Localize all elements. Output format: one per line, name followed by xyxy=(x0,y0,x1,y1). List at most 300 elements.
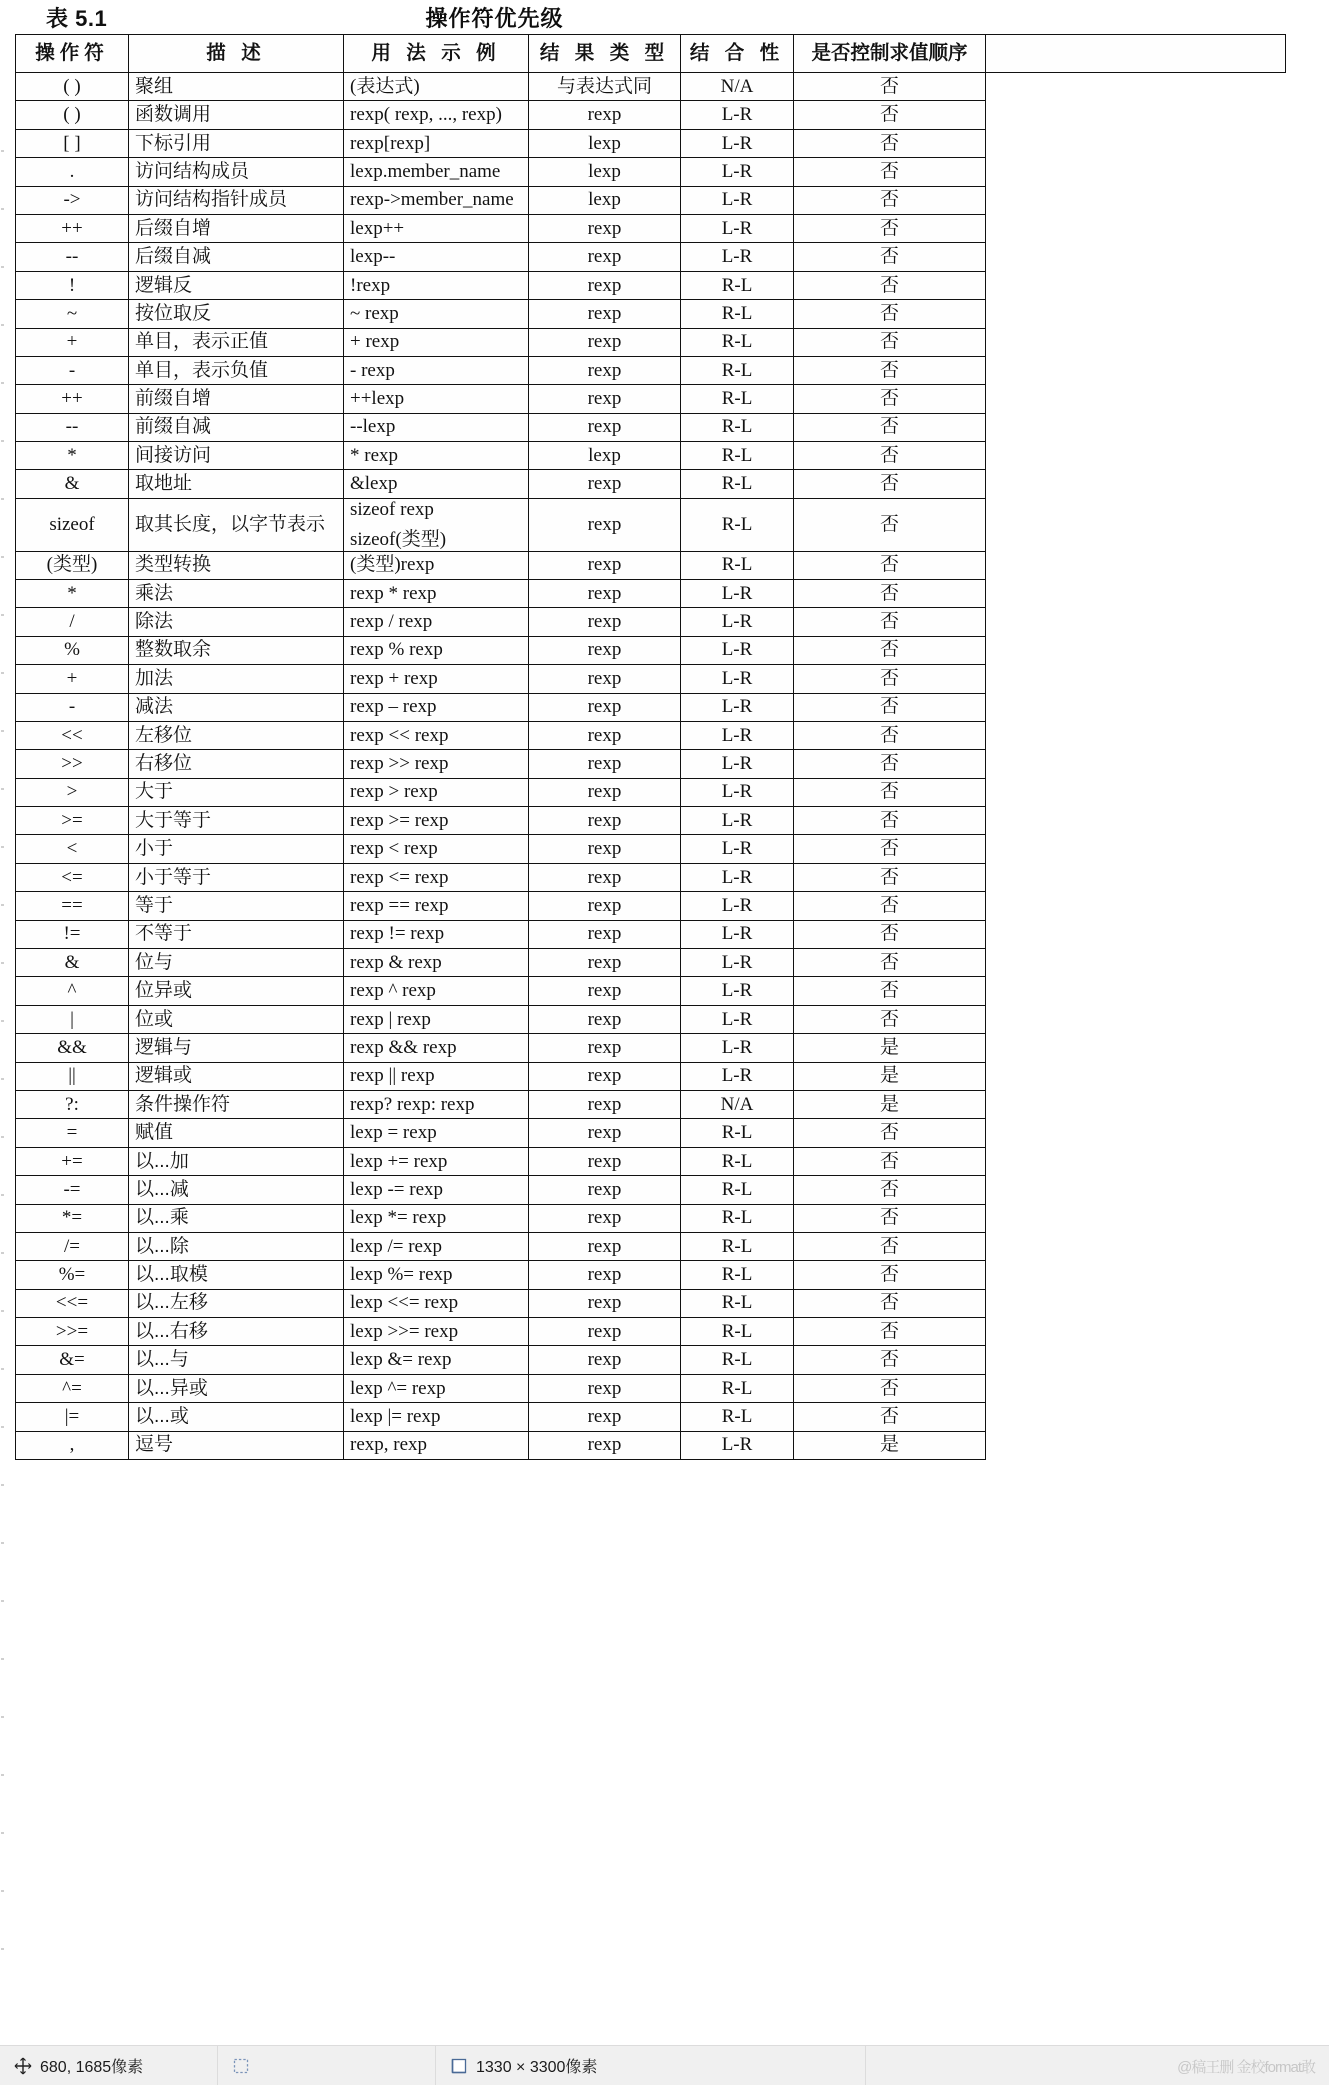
watermark: @稿王删 金校format敢 xyxy=(1177,2059,1315,2076)
cell-associativity: L-R xyxy=(681,721,794,749)
usage-line: rexp / rexp xyxy=(350,611,433,633)
cell-usage xyxy=(344,920,529,948)
cell-controls-eval-order: 否 xyxy=(794,1232,986,1260)
usage-line: (表达式) xyxy=(350,75,420,97)
cell-description: 取其长度，以字节表示 xyxy=(129,498,344,551)
usage-line: rexp[rexp] xyxy=(350,132,431,154)
usage-line: lexp -= rexp xyxy=(350,1178,444,1200)
cell-pad xyxy=(986,1119,1286,1147)
cell-operator: [ ] xyxy=(16,129,129,157)
cell-operator: -> xyxy=(16,186,129,214)
cell-controls-eval-order: 否 xyxy=(794,1346,986,1374)
cell-description: 整数取余 xyxy=(129,636,344,664)
usage-line: --lexp xyxy=(350,416,396,438)
table-row xyxy=(16,243,1286,271)
cell-operator: -- xyxy=(16,243,129,271)
cell-usage xyxy=(344,1034,529,1062)
column-header-pad xyxy=(986,35,1286,73)
cell-controls-eval-order: 否 xyxy=(794,863,986,891)
cell-description: 小于等于 xyxy=(129,863,344,891)
cell-description: 加法 xyxy=(129,665,344,693)
cell-pad xyxy=(986,1318,1286,1346)
cell-operator: - xyxy=(16,356,129,384)
usage-line: ++lexp xyxy=(350,388,405,410)
cell-usage xyxy=(344,693,529,721)
scan-edge-mark xyxy=(1,1832,4,1834)
table-row xyxy=(16,721,1286,749)
cell-result-type: rexp xyxy=(529,243,681,271)
cell-usage xyxy=(344,470,529,498)
cell-operator: (类型) xyxy=(16,551,129,579)
table-header xyxy=(16,35,1286,73)
cell-controls-eval-order: 否 xyxy=(794,328,986,356)
table-row xyxy=(16,807,1286,835)
table-row xyxy=(16,1176,1286,1204)
cell-usage xyxy=(344,356,529,384)
cell-description: 以...与 xyxy=(129,1346,344,1374)
cell-result-type: rexp xyxy=(529,636,681,664)
cell-controls-eval-order: 否 xyxy=(794,1374,986,1402)
cell-pad xyxy=(986,1346,1286,1374)
cell-result-type: rexp xyxy=(529,665,681,693)
cell-controls-eval-order: 否 xyxy=(794,442,986,470)
cell-associativity: L-R xyxy=(681,608,794,636)
usage-line: rexp << rexp xyxy=(350,724,449,746)
scan-edge-mark xyxy=(1,1716,4,1718)
cell-result-type: rexp xyxy=(529,920,681,948)
cell-associativity: R-L xyxy=(681,1232,794,1260)
cell-result-type: rexp xyxy=(529,1232,681,1260)
table-row xyxy=(16,608,1286,636)
cell-description: 以...左移 xyxy=(129,1289,344,1317)
table-caption-label: 表 5.1 xyxy=(46,6,108,31)
cell-pad xyxy=(986,551,1286,579)
cell-controls-eval-order: 否 xyxy=(794,551,986,579)
cell-result-type: lexp xyxy=(529,129,681,157)
cell-description: 不等于 xyxy=(129,920,344,948)
cell-pad xyxy=(986,300,1286,328)
table-row xyxy=(16,1289,1286,1317)
cell-usage xyxy=(344,243,529,271)
scan-edge-mark xyxy=(1,1774,4,1776)
cell-operator: == xyxy=(16,892,129,920)
cell-usage xyxy=(344,1318,529,1346)
cell-operator: /= xyxy=(16,1232,129,1260)
cell-associativity: L-R xyxy=(681,750,794,778)
cell-associativity: L-R xyxy=(681,977,794,1005)
column-header-result-type: 结 果 类 型 xyxy=(529,35,681,73)
cell-controls-eval-order: 否 xyxy=(794,807,986,835)
cell-associativity: R-L xyxy=(681,1261,794,1289)
usage-line: lexp.member_name xyxy=(350,160,501,182)
cell-controls-eval-order: 是 xyxy=(794,1431,986,1459)
cell-result-type: rexp xyxy=(529,1090,681,1118)
cell-controls-eval-order: 否 xyxy=(794,1318,986,1346)
column-header-associativity: 结 合 性 xyxy=(681,35,794,73)
usage-line: rexp && rexp xyxy=(350,1036,457,1058)
cell-usage xyxy=(344,1204,529,1232)
cell-usage xyxy=(344,721,529,749)
cell-controls-eval-order: 否 xyxy=(794,1204,986,1232)
cell-operator: || xyxy=(16,1062,129,1090)
table-row xyxy=(16,1346,1286,1374)
crosshair-icon xyxy=(14,2057,32,2075)
cell-controls-eval-order: 否 xyxy=(794,73,986,101)
cell-pad xyxy=(986,271,1286,299)
cell-associativity: N/A xyxy=(681,73,794,101)
cell-associativity: L-R xyxy=(681,101,794,129)
cell-description: 访问结构指针成员 xyxy=(129,186,344,214)
table-row xyxy=(16,271,1286,299)
cell-controls-eval-order: 否 xyxy=(794,214,986,242)
cell-associativity: R-L xyxy=(681,442,794,470)
cell-pad xyxy=(986,579,1286,607)
cell-operator: -- xyxy=(16,413,129,441)
cell-associativity: R-L xyxy=(681,385,794,413)
usage-line: rexp * rexp xyxy=(350,582,437,604)
cell-usage xyxy=(344,385,529,413)
table-row xyxy=(16,413,1286,441)
cell-pad xyxy=(986,1147,1286,1175)
cell-result-type: 与表达式同 xyxy=(529,73,681,101)
cell-description: 逗号 xyxy=(129,1431,344,1459)
status-bar xyxy=(0,2045,1329,2085)
cell-associativity: R-L xyxy=(681,1374,794,1402)
table-row xyxy=(16,636,1286,664)
table-row xyxy=(16,1204,1286,1232)
column-header-description: 描 述 xyxy=(129,35,344,73)
cell-result-type: rexp xyxy=(529,271,681,299)
cell-controls-eval-order: 否 xyxy=(794,470,986,498)
cell-pad xyxy=(986,1090,1286,1118)
cell-pad xyxy=(986,863,1286,891)
cell-description: 大于 xyxy=(129,778,344,806)
usage-line: sizeof rexp xyxy=(350,498,434,520)
cell-usage xyxy=(344,1289,529,1317)
cell-associativity: L-R xyxy=(681,693,794,721)
cell-result-type: rexp xyxy=(529,1119,681,1147)
usage-line: rexp || rexp xyxy=(350,1065,435,1087)
cell-pad xyxy=(986,1176,1286,1204)
cell-usage xyxy=(344,608,529,636)
usage-line: lexp |= rexp xyxy=(350,1406,441,1428)
table-row xyxy=(16,1374,1286,1402)
cell-controls-eval-order: 否 xyxy=(794,977,986,1005)
table-row xyxy=(16,1232,1286,1260)
cell-controls-eval-order: 否 xyxy=(794,750,986,778)
cell-pad xyxy=(986,892,1286,920)
table-row xyxy=(16,442,1286,470)
column-header-controls-eval-order: 是否控制求值顺序 xyxy=(794,35,986,73)
cell-usage xyxy=(344,778,529,806)
cell-associativity: L-R xyxy=(681,835,794,863)
cell-controls-eval-order: 否 xyxy=(794,300,986,328)
cell-description: 以...除 xyxy=(129,1232,344,1260)
cell-pad xyxy=(986,328,1286,356)
cell-description: 单目，表示负值 xyxy=(129,356,344,384)
usage-line: + rexp xyxy=(350,331,400,353)
cell-associativity: L-R xyxy=(681,1431,794,1459)
usage-line: ~ rexp xyxy=(350,302,399,324)
usage-line: rexp->member_name xyxy=(350,189,514,211)
cell-operator: -= xyxy=(16,1176,129,1204)
scan-edge-mark xyxy=(1,1484,4,1486)
cell-operator: ~ xyxy=(16,300,129,328)
cell-result-type: rexp xyxy=(529,1431,681,1459)
cell-result-type: rexp xyxy=(529,470,681,498)
table-row xyxy=(16,920,1286,948)
cell-usage xyxy=(344,1176,529,1204)
table-row xyxy=(16,470,1286,498)
cell-operator: , xyxy=(16,1431,129,1459)
status-selection-size xyxy=(218,2046,436,2085)
cell-description: 前缀自增 xyxy=(129,385,344,413)
cell-pad xyxy=(986,665,1286,693)
table-row xyxy=(16,101,1286,129)
cell-operator: >> xyxy=(16,750,129,778)
cell-pad xyxy=(986,413,1286,441)
table-row xyxy=(16,665,1286,693)
cell-result-type: rexp xyxy=(529,1403,681,1431)
cell-result-type: rexp xyxy=(529,949,681,977)
cell-result-type: rexp xyxy=(529,101,681,129)
cell-associativity: L-R xyxy=(681,665,794,693)
cell-pad xyxy=(986,158,1286,186)
cell-result-type: rexp xyxy=(529,1289,681,1317)
usage-line: rexp ^ rexp xyxy=(350,980,436,1002)
cell-result-type: rexp xyxy=(529,1261,681,1289)
cell-usage xyxy=(344,579,529,607)
table-row xyxy=(16,1431,1286,1459)
cell-associativity: R-L xyxy=(681,356,794,384)
cell-description: 以...乘 xyxy=(129,1204,344,1232)
cell-operator: && xyxy=(16,1034,129,1062)
cell-result-type: rexp xyxy=(529,214,681,242)
cell-operator: ! xyxy=(16,271,129,299)
cell-pad xyxy=(986,1005,1286,1033)
cell-description: 逻辑与 xyxy=(129,1034,344,1062)
cell-pad xyxy=(986,1289,1286,1317)
usage-line: - rexp xyxy=(350,359,395,381)
cell-usage xyxy=(344,1147,529,1175)
table-row xyxy=(16,328,1286,356)
cell-associativity: L-R xyxy=(681,186,794,214)
cell-result-type: rexp xyxy=(529,1034,681,1062)
cell-description: 以...取模 xyxy=(129,1261,344,1289)
cell-result-type: rexp xyxy=(529,1204,681,1232)
usage-line: rexp <= rexp xyxy=(350,866,449,888)
cell-usage xyxy=(344,442,529,470)
cell-pad xyxy=(986,778,1286,806)
cell-pad xyxy=(986,1204,1286,1232)
cell-controls-eval-order: 否 xyxy=(794,158,986,186)
table-row xyxy=(16,1147,1286,1175)
usage-line: rexp – rexp xyxy=(350,696,437,718)
table-caption xyxy=(0,2,1329,34)
table-row xyxy=(16,863,1286,891)
cell-controls-eval-order: 否 xyxy=(794,243,986,271)
table-row xyxy=(16,977,1286,1005)
cell-operator: / xyxy=(16,608,129,636)
cell-operator: ++ xyxy=(16,385,129,413)
table-row xyxy=(16,1261,1286,1289)
usage-line: lexp >>= rexp xyxy=(350,1320,459,1342)
cell-description: 左移位 xyxy=(129,721,344,749)
cell-pad xyxy=(986,498,1286,551)
cell-description: 以...加 xyxy=(129,1147,344,1175)
table-row xyxy=(16,1403,1286,1431)
table-row xyxy=(16,1005,1286,1033)
cell-result-type: rexp xyxy=(529,977,681,1005)
cell-associativity: R-L xyxy=(681,1119,794,1147)
cell-result-type: lexp xyxy=(529,442,681,470)
cell-controls-eval-order: 否 xyxy=(794,1005,986,1033)
cell-description: 大于等于 xyxy=(129,807,344,835)
cell-usage xyxy=(344,1374,529,1402)
cell-usage xyxy=(344,636,529,664)
cell-description: 后缀自增 xyxy=(129,214,344,242)
usage-line: rexp + rexp xyxy=(350,667,438,689)
cell-description: 乘法 xyxy=(129,579,344,607)
table-row xyxy=(16,835,1286,863)
cell-controls-eval-order: 否 xyxy=(794,129,986,157)
cell-pad xyxy=(986,1034,1286,1062)
table-row xyxy=(16,158,1286,186)
cell-usage xyxy=(344,328,529,356)
cell-description: 以...右移 xyxy=(129,1318,344,1346)
cell-result-type: rexp xyxy=(529,1062,681,1090)
usage-line: rexp( rexp, ..., rexp) xyxy=(350,104,502,126)
table-row xyxy=(16,129,1286,157)
cell-usage xyxy=(344,1062,529,1090)
table-row xyxy=(16,498,1286,551)
cell-controls-eval-order: 否 xyxy=(794,101,986,129)
table-row xyxy=(16,356,1286,384)
cell-usage xyxy=(344,835,529,863)
cell-pad xyxy=(986,1431,1286,1459)
cell-operator: = xyxy=(16,1119,129,1147)
table-row xyxy=(16,1090,1286,1118)
cell-controls-eval-order: 否 xyxy=(794,385,986,413)
cell-associativity: L-R xyxy=(681,579,794,607)
cell-description: 位异或 xyxy=(129,977,344,1005)
usage-line: lexp += rexp xyxy=(350,1150,448,1172)
usage-line: * rexp xyxy=(350,444,399,466)
cell-pad xyxy=(986,470,1286,498)
cell-usage xyxy=(344,977,529,1005)
cell-description: 位或 xyxy=(129,1005,344,1033)
cell-result-type: rexp xyxy=(529,835,681,863)
cell-associativity: R-L xyxy=(681,1147,794,1175)
cell-usage xyxy=(344,807,529,835)
cell-operator: & xyxy=(16,470,129,498)
table-row xyxy=(16,750,1286,778)
cell-description: 访问结构成员 xyxy=(129,158,344,186)
cell-operator: sizeof xyxy=(16,498,129,551)
cell-controls-eval-order: 否 xyxy=(794,271,986,299)
cell-result-type: rexp xyxy=(529,892,681,920)
cell-pad xyxy=(986,186,1286,214)
scan-edge-mark xyxy=(1,1600,4,1602)
status-cursor-position xyxy=(0,2046,218,2085)
cell-usage xyxy=(344,1232,529,1260)
cell-pad xyxy=(986,129,1286,157)
cell-description: 以...或 xyxy=(129,1403,344,1431)
table-row xyxy=(16,300,1286,328)
cell-associativity: L-R xyxy=(681,1062,794,1090)
cell-usage xyxy=(344,1431,529,1459)
cell-operator: += xyxy=(16,1147,129,1175)
cell-pad xyxy=(986,807,1286,835)
status-image-size-text: 1330 × 3300像素 xyxy=(476,2059,598,2076)
cell-associativity: L-R xyxy=(681,1034,794,1062)
usage-line: lexp ^= rexp xyxy=(350,1377,446,1399)
cell-usage xyxy=(344,750,529,778)
scan-edge-mark xyxy=(1,1890,4,1892)
usage-line: lexp-- xyxy=(350,246,396,268)
scan-edge-mark xyxy=(1,1542,4,1544)
table-row xyxy=(16,693,1286,721)
cell-operator: - xyxy=(16,693,129,721)
cell-usage xyxy=(344,271,529,299)
cell-pad xyxy=(986,835,1286,863)
cell-result-type: rexp xyxy=(529,750,681,778)
cell-pad xyxy=(986,1403,1286,1431)
cell-description: 下标引用 xyxy=(129,129,344,157)
cell-description: 除法 xyxy=(129,608,344,636)
cell-pad xyxy=(986,73,1286,101)
cell-usage xyxy=(344,1090,529,1118)
cell-description: 以...减 xyxy=(129,1176,344,1204)
cell-associativity: R-L xyxy=(681,1204,794,1232)
cell-associativity: R-L xyxy=(681,1289,794,1317)
cell-associativity: L-R xyxy=(681,892,794,920)
cell-description: 右移位 xyxy=(129,750,344,778)
cell-operator: > xyxy=(16,778,129,806)
cell-result-type: rexp xyxy=(529,1318,681,1346)
cell-associativity: L-R xyxy=(681,636,794,664)
cell-controls-eval-order: 否 xyxy=(794,356,986,384)
cell-pad xyxy=(986,608,1286,636)
cell-associativity: L-R xyxy=(681,807,794,835)
cell-result-type: rexp xyxy=(529,413,681,441)
table-row xyxy=(16,73,1286,101)
usage-line: rexp & rexp xyxy=(350,951,442,973)
usage-line: (类型)rexp xyxy=(350,554,435,576)
cell-usage xyxy=(344,101,529,129)
cell-description: 按位取反 xyxy=(129,300,344,328)
cell-controls-eval-order: 否 xyxy=(794,835,986,863)
status-extra xyxy=(866,2046,1329,2085)
table-row xyxy=(16,1119,1286,1147)
cell-operator: & xyxy=(16,949,129,977)
cell-operator: <= xyxy=(16,863,129,891)
cell-result-type: rexp xyxy=(529,608,681,636)
scan-edge-mark xyxy=(1,1948,4,1950)
table-row xyxy=(16,892,1286,920)
cell-controls-eval-order: 是 xyxy=(794,1034,986,1062)
cell-associativity: L-R xyxy=(681,920,794,948)
usage-line: &lexp xyxy=(350,473,398,495)
table-row xyxy=(16,186,1286,214)
cell-usage xyxy=(344,129,529,157)
cell-usage xyxy=(344,158,529,186)
cell-associativity: L-R xyxy=(681,129,794,157)
selection-marquee-icon xyxy=(232,2057,250,2075)
cell-controls-eval-order: 否 xyxy=(794,1147,986,1175)
cell-operator: * xyxy=(16,579,129,607)
table-row xyxy=(16,214,1286,242)
